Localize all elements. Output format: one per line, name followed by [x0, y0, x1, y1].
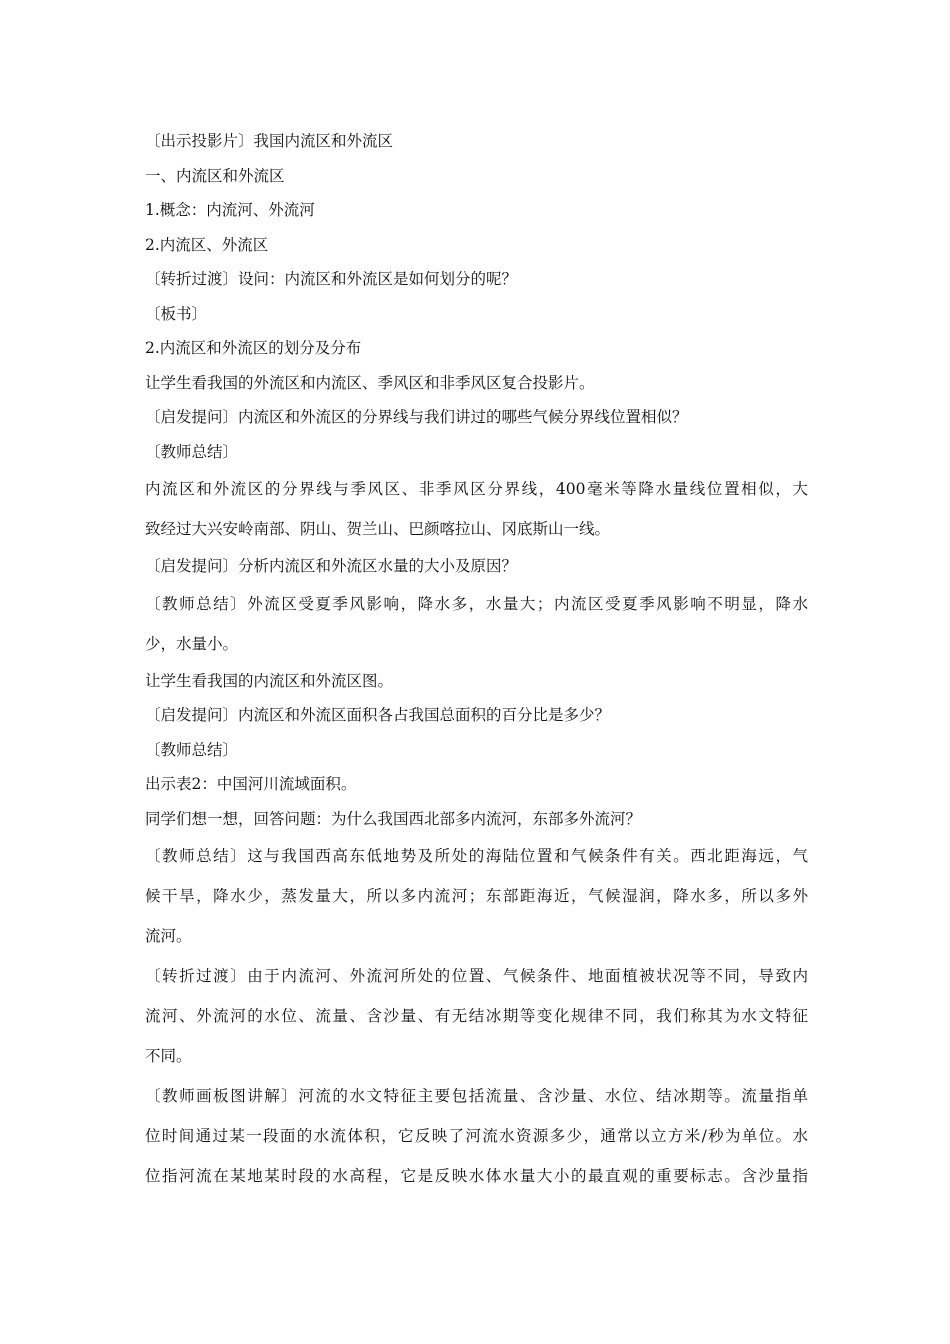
text-line: 流河、外流河的水位、流量、含沙量、有无结冰期等变化规律不同，我们称其为水文特征	[145, 1007, 808, 1025]
paragraph-hydrology-explanation	[145, 1076, 808, 1196]
paragraph-show-table: 出示表2：中国河川流域面积。	[145, 775, 357, 793]
text-line: 内流区和外流区的分界线与季风区、非季风区分界线，400毫米等降水量线位置相似，大	[145, 480, 808, 498]
paragraph-blackboard: 〔板书〕	[145, 304, 208, 323]
paragraph-terrain-summary	[145, 836, 808, 956]
paragraph-teacher-summary-label-2: 〔教师总结〕	[145, 740, 239, 759]
paragraph-students-view-map: 让学生看我国的内流区和外流区图。	[145, 671, 394, 690]
paragraph-students-question: 同学们想一想，回答问题：为什么我国西北部多内流河，东部多外流河？	[145, 809, 642, 828]
text-line: 流河。	[145, 927, 192, 945]
text-line: 〔教师总结〕外流区受夏季风影响，降水多，水量大；内流区受夏季风影响不明显，降水	[145, 594, 808, 613]
paragraph-transition-hydrology	[145, 956, 808, 1076]
text-line: 不同。	[145, 1047, 192, 1065]
item-division-distribution: 2.内流区和外流区的划分及分布	[145, 339, 362, 357]
item-regions: 2.内流区、外流区	[145, 235, 269, 254]
text-line: 少，水量小。	[145, 634, 239, 653]
document-body	[145, 124, 808, 1196]
text-line: 候干旱，降水少，蒸发量大，所以多内流河；东部距海近，气候湿润，降水多，所以多外	[145, 887, 808, 905]
text-line: 位时间通过某一段面的水流体积，它反映了河流水资源多少，通常以立方米/秒为单位。水	[145, 1127, 808, 1145]
paragraph-prompt-water-volume: 〔启发提问〕分析内流区和外流区水量的大小及原因？	[145, 557, 518, 575]
paragraph-boundary-summary	[145, 469, 808, 549]
section-heading-inflow-outflow: 一、内流区和外流区	[145, 166, 285, 185]
paragraph-prompt-area-percentage: 〔启发提问〕内流区和外流区面积各占我国总面积的百分比是多少？	[145, 706, 611, 724]
text-line: 〔教师总结〕这与我国西高东低地势及所处的海陆位置和气候条件有关。西北距海远，气	[145, 847, 808, 865]
paragraph-projection-title: 〔出示投影片〕我国内流区和外流区	[145, 132, 394, 150]
paragraph-transition-question: 〔转折过渡〕设问：内流区和外流区是如何划分的呢？	[145, 270, 518, 288]
paragraph-water-volume-summary	[145, 584, 808, 664]
paragraph-teacher-summary-label: 〔教师总结〕	[145, 442, 239, 461]
text-line: 致经过大兴安岭南部、阴山、贺兰山、巴颜喀拉山、冈底斯山一线。	[145, 520, 611, 538]
paragraph-prompt-boundary: 〔启发提问〕内流区和外流区的分界线与我们讲过的哪些气候分界线位置相似？	[145, 408, 688, 426]
text-line: 〔转折过渡〕由于内流河、外流河所处的位置、气候条件、地面植被状况等不同，导致内	[145, 967, 808, 985]
item-concept: 1.概念：内流河、外流河	[145, 201, 315, 219]
paragraph-students-view-projection: 让学生看我国的外流区和内流区、季风区和非季风区复合投影片。	[145, 373, 595, 392]
text-line: 位指河流在某地某时段的水高程，它是反映水体水量大小的最直观的重要标志。含沙量指	[145, 1167, 808, 1185]
text-line: 〔教师画板图讲解〕河流的水文特征主要包括流量、含沙量、水位、结冰期等。流量指单	[145, 1087, 808, 1105]
